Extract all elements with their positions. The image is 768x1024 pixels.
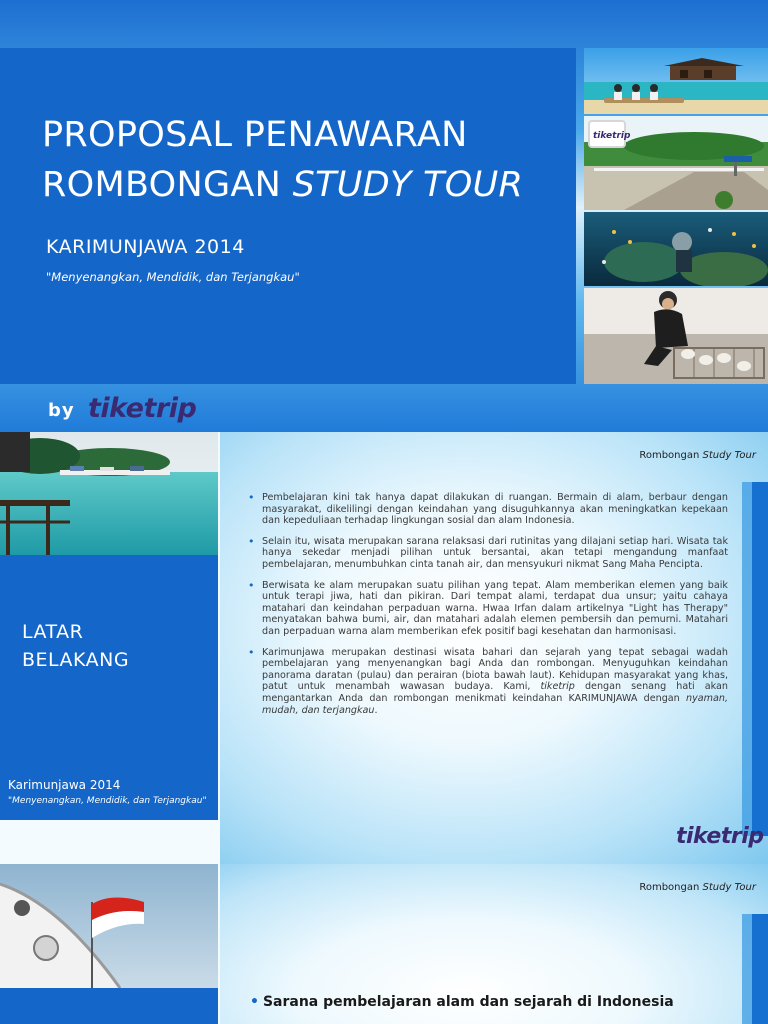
- photo-logo-badge: [588, 120, 631, 148]
- slide-cover: [0, 0, 768, 432]
- running-title: [500, 450, 756, 461]
- photo-underwater: [584, 212, 768, 286]
- running-title-italic: Study Tour: [702, 450, 756, 461]
- section-heading-line2: BELAKANG: [22, 649, 130, 671]
- cover-subtitle: KARIMUNJAWA 2014: [46, 236, 245, 258]
- section-panel: [0, 988, 218, 1024]
- tiketrip-logo: tiketrip: [88, 393, 197, 424]
- cover-title-panel: [0, 48, 576, 384]
- slide-footer-title: Karimunjawa 2014: [8, 778, 121, 792]
- cover-title-line2-italic: STUDY TOUR: [292, 165, 524, 205]
- cover-title: [42, 110, 562, 210]
- photo-boat-flag: [0, 864, 218, 988]
- by-label: by: [48, 400, 75, 421]
- bullet4-end: .: [374, 704, 378, 716]
- bullet4-italic: nyaman, mudah, dan terjangkau: [262, 692, 728, 716]
- running-title-plain: Rombongan: [639, 882, 703, 893]
- bullet-dot-icon: •: [250, 994, 259, 1010]
- bullet4-brand: tiketrip: [540, 681, 575, 693]
- cover-title-line1: PROPOSAL PENAWARAN: [42, 115, 468, 155]
- section-heading-line1: LATAR: [22, 621, 84, 643]
- bullet-item: • Berwisata ke alam merupakan suatu pilihan yang tepat. Alam memberikan elemen yang baik untuk terapi jiwa, hati dan pikiran. Dari tempat alami, terdapat dua unsur; yaitu cahaya matahari dan keindahan perpaduan warna. Hwaa Irfan dalam artikelnya "Light has Therapy" menyatakan bahwa bumi, air, dan matahari adalah elemen pembersih dan pemurni. Matahari dan perpaduan warna alam memberikan efek positif bagi kesehatan dan harmonisasi.: [248, 580, 728, 638]
- cover-title-line2: [42, 160, 562, 210]
- section-heading: [22, 618, 129, 674]
- bullet-item: • Selain itu, wisata merupakan sarana relaksasi dari rutinitas yang dilajani setiap hari. Wisata tak hanya sekedar menjadi pilihan untuk bersantai, akan tetapi mengandung manfaat pembelajaran, menumbuhkan cinta tanah air, dan mensyukuri nikmat Sang Maha Pencipta.: [248, 536, 728, 571]
- bullet-list: [248, 492, 728, 725]
- photo-beach-hut: [584, 48, 768, 114]
- bullet-text: Sarana pembelajaran alam dan sejarah di Indonesia: [262, 994, 674, 1010]
- slide-background: [0, 432, 768, 864]
- tiketrip-logo: tiketrip: [676, 824, 764, 849]
- running-title-plain: Rombongan: [639, 450, 703, 461]
- cover-tagline: "Menyenangkan, Mendidik, dan Terjangkau": [46, 270, 300, 284]
- side-accent-bar-inner: [752, 482, 768, 836]
- cover-title-line2-plain: ROMBONGAN: [42, 165, 293, 205]
- bullet-item: [250, 994, 674, 1010]
- bullet-item: • Pembelajaran kini tak hanya dapat dilakukan di ruangan. Bermain di alam, berbaur dengan masyarakat, dikelilingi dengan keindahan yang disuguhkannya akan meningkatkan kepekaan dan kepeduliaan terhadap lingkungan sosial dan alam Indonesia.: [248, 492, 728, 527]
- slide-footer-tagline: "Menyenangkan, Mendidik, dan Terjangkau": [8, 796, 207, 806]
- photo-sea-boats: [0, 432, 218, 555]
- photo-logo-text: tiketrip: [593, 131, 631, 141]
- bullet-item-karimunjawa: [248, 647, 728, 717]
- running-title: [500, 882, 756, 893]
- bullet4-text1: Karimunjawa merupakan destinasi wisata bahari dan sejarah yang tepat sebagai wadah pembelajaran yang menyenangkan bagi Anda dan rombongan. Menyuguhkan keindahan panorama daratan (pulau) dan perairan (biota bawah laut). Kehidupan masyarakat yang khas, patut untuk menambah wawasan budaya. Kami,: [262, 646, 728, 693]
- photo-diver-beach: [584, 288, 768, 384]
- slide-next: [0, 864, 768, 1024]
- running-title-italic: Study Tour: [702, 882, 756, 893]
- bullet4-text2: dengan senang hati akan mengantarkan Anda dan rombongan menikmati keindahan KARIMUNJAWA dengan: [262, 681, 728, 704]
- side-accent-bar-inner: [752, 914, 768, 1024]
- photo-park-road: [584, 116, 768, 210]
